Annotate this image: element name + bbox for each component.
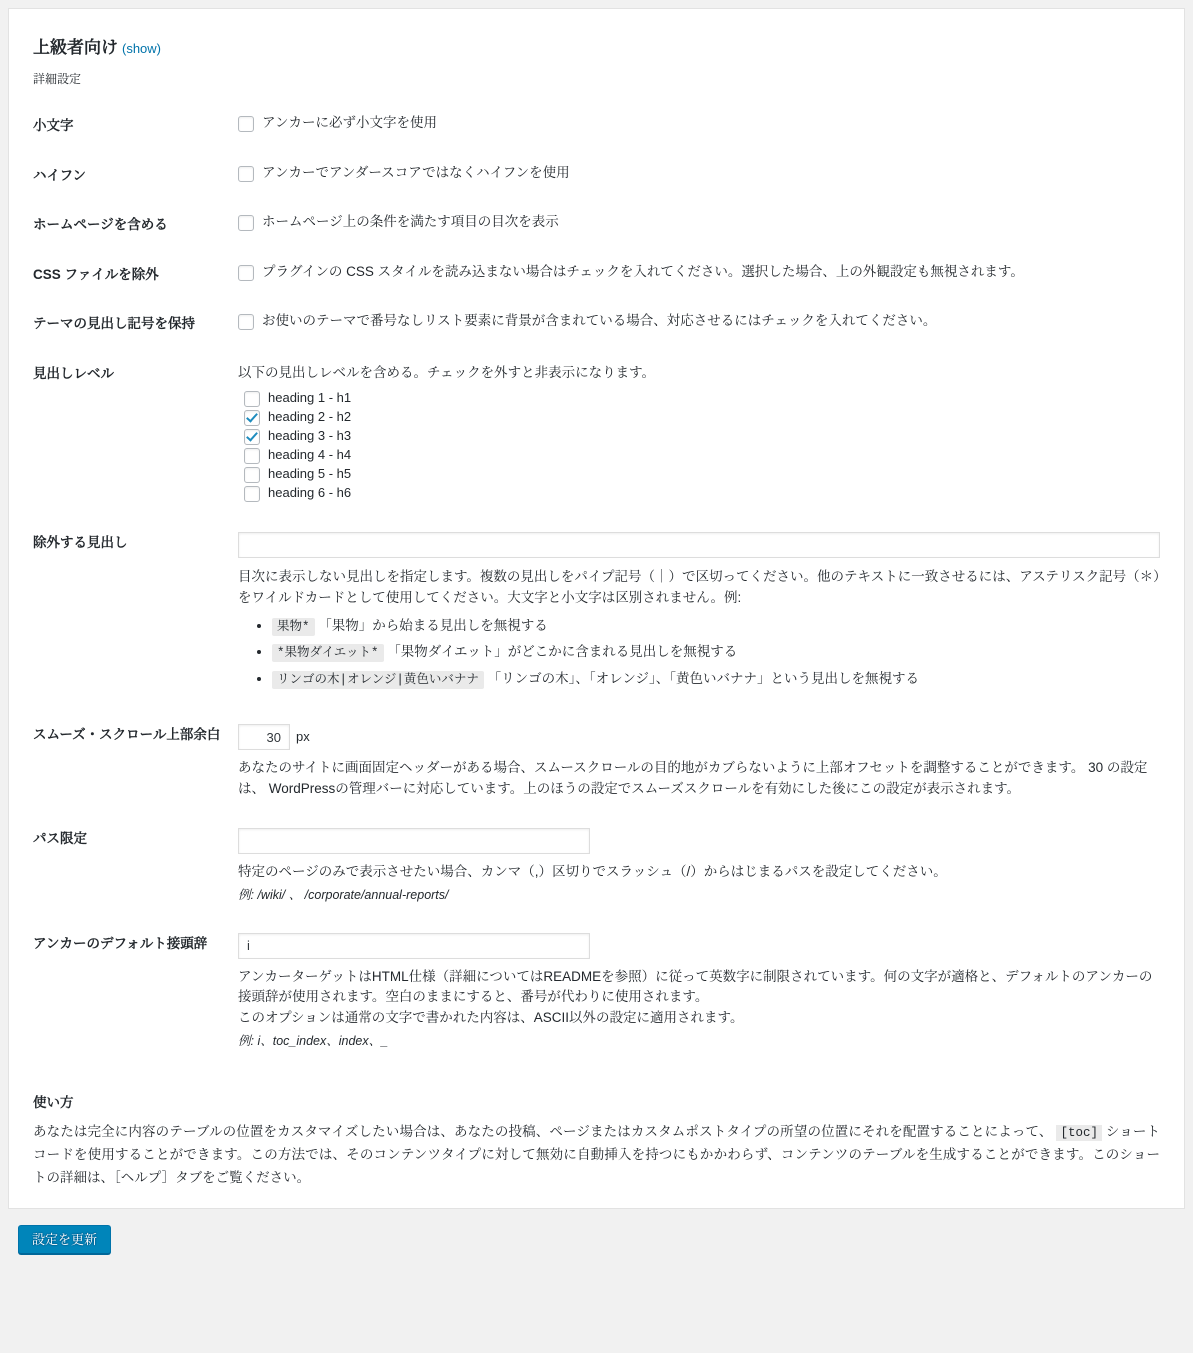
heading-level-h4-checkbox[interactable]	[244, 448, 260, 464]
label-hyphen: ハイフン	[33, 167, 87, 183]
exclude-css-checkbox-label: プラグインの CSS スタイルを読み込まない場合はチェックを入れてください。選択した場合、上の外観設定も無視されます。	[262, 263, 1024, 279]
smooth-scroll-offset-unit: px	[296, 729, 310, 745]
heading-levels-list	[238, 390, 1160, 502]
path-restriction-desc: 特定のページのみで表示させたい場合、カンマ（,）区切りでスラッシュ（/）からはじまるパスを設定してください。	[238, 863, 947, 879]
path-restriction-example: 例: /wiki/ 、 /corporate/annual-reports/	[238, 887, 449, 902]
label-lowercase: 小文字	[33, 118, 74, 133]
exclude-headings-desc: 目次に表示しない見出しを指定します。複数の見出しをパイプ記号（｜）で区切ってください。他のテキストに一致させるには、アステリスク記号（＊）をワイルドカードとして使用してください。大文字と小文字は区別されません。例:	[238, 568, 1160, 605]
include-homepage-checkbox[interactable]	[238, 215, 254, 231]
example-code-1: 果物*	[272, 618, 315, 636]
smooth-scroll-offset-input[interactable]	[238, 724, 290, 750]
heading-level-h4-label: heading 4 - h4	[268, 447, 352, 463]
heading-level-h1-row[interactable]	[244, 390, 1160, 407]
page-title: 上級者向け	[33, 38, 118, 57]
hyphen-checkbox[interactable]	[238, 166, 254, 182]
heading-level-h6-row[interactable]	[244, 485, 1160, 502]
heading-levels-desc: 以下の見出しレベルを含める。チェックを外すと非表示になります。	[238, 364, 656, 380]
submit-area	[0, 1209, 1193, 1276]
exclude-headings-input[interactable]	[238, 532, 1160, 558]
row-exclude-headings	[23, 518, 1170, 710]
section-header	[23, 25, 1170, 58]
anchor-prefix-desc-2: このオプションは通常の文字で書かれた内容は、ASCII以外の設定に適用されます。	[238, 1010, 744, 1026]
example-code-3: リンゴの木|オレンジ|黄色いバナナ	[272, 671, 484, 689]
hyphen-checkbox-row[interactable]	[238, 165, 1160, 182]
path-restriction-input[interactable]	[238, 828, 590, 854]
heading-level-h3-row[interactable]	[244, 428, 1160, 445]
example-code-2: *果物ダイエット*	[272, 644, 384, 662]
label-path-restriction: パス限定	[33, 830, 87, 846]
label-preserve-theme-bullets: テーマの見出し記号を保持	[33, 316, 195, 332]
smooth-scroll-offset-field	[238, 724, 1160, 750]
include-homepage-checkbox-row[interactable]	[238, 214, 1160, 231]
anchor-prefix-example: 例: i、toc_index、index、_	[238, 1034, 389, 1049]
heading-level-h3-checkbox[interactable]	[244, 429, 260, 445]
preserve-theme-bullets-checkbox-label: お使いのテーマで番号なしリスト要素に背景が含まれている場合、対応させるにはチェックを入れてください。	[262, 313, 937, 329]
anchor-prefix-desc-1: アンカーターゲットはHTML仕様（詳細についてはREADMEを参照）に従って英数字に制限されています。何の文字が適格と、デフォルトのアンカーの接頭辞が使用されます。空白のままにすると、番号が代わりに使用されます。	[238, 968, 1153, 1005]
label-heading-levels: 見出しレベル	[33, 365, 114, 381]
lowercase-checkbox-label: アンカーに必ず小文字を使用	[262, 115, 437, 130]
heading-level-h2-label: heading 2 - h2	[268, 409, 352, 425]
heading-level-h5-checkbox[interactable]	[244, 467, 260, 483]
heading-level-h6-label: heading 6 - h6	[268, 485, 352, 501]
row-path-restriction	[23, 814, 1170, 919]
list-item	[272, 617, 1160, 637]
heading-level-h5-row[interactable]	[244, 466, 1160, 483]
include-homepage-checkbox-label: ホームページ上の条件を満たす項目の目次を表示	[262, 214, 559, 230]
row-include-homepage	[23, 200, 1170, 250]
label-include-homepage: ホームページを含める	[33, 217, 168, 233]
list-item	[272, 670, 1160, 690]
heading-level-h3-label: heading 3 - h3	[268, 428, 352, 444]
label-exclude-css: CSS ファイルを除外	[33, 266, 159, 282]
usage-body	[33, 1121, 1160, 1190]
heading-level-h1-label: heading 1 - h1	[268, 390, 352, 406]
preserve-theme-bullets-checkbox-row[interactable]	[238, 313, 1160, 330]
smooth-scroll-offset-desc: あなたのサイトに画面固定ヘッダーがある場合、スムースクロールの目的地がカブらないように上部オフセットを調整することができます。 30 の設定は、 WordPressの管理バーに対応しています。上のほうの設定でスムーズスクロールを有効にした後にこの設定が表示されます。	[238, 760, 1148, 796]
example-text-1: 「果物」から始まる見出しを無視する	[318, 617, 548, 633]
label-exclude-headings: 除外する見出し	[33, 534, 128, 550]
hyphen-checkbox-label: アンカーでアンダースコアではなくハイフンを使用	[262, 164, 570, 180]
exclude-css-checkbox-row[interactable]	[238, 264, 1160, 281]
row-heading-levels	[23, 349, 1170, 518]
section-subtitle: 詳細設定	[33, 72, 82, 86]
usage-text-after: ショートコードを使用することができます。この方法では、そのコンテンツタイプに対して無効に自動挿入を持つにもかかわらず、コンテンツのテーブルを生成することができます。このショートの詳細は、［ヘルプ］タブをご覧ください。	[33, 1124, 1160, 1186]
list-item	[272, 643, 1160, 663]
lowercase-checkbox-row[interactable]	[238, 115, 1160, 132]
row-exclude-css	[23, 250, 1170, 300]
label-smooth-scroll-offset: スムーズ・スクロール上部余白	[33, 727, 221, 742]
heading-level-h6-checkbox[interactable]	[244, 486, 260, 502]
heading-level-h1-checkbox[interactable]	[244, 391, 260, 407]
heading-level-h5-label: heading 5 - h5	[268, 466, 352, 482]
show-toggle-link[interactable]: (show)	[122, 41, 162, 56]
anchor-prefix-input[interactable]	[238, 933, 590, 959]
usage-title: 使い方	[33, 1095, 74, 1111]
advanced-settings-table	[23, 101, 1170, 1065]
row-lowercase	[23, 101, 1170, 151]
exclude-css-checkbox[interactable]	[238, 265, 254, 281]
preserve-theme-bullets-checkbox[interactable]	[238, 314, 254, 330]
usage-shortcode: [toc]	[1056, 1125, 1102, 1141]
usage-text-before: あなたは完全に内容のテーブルの位置をカスタマイズしたい場合は、あなたの投稿、ページまたはカスタムポストタイプの所望の位置にそれを配置することによって、	[33, 1124, 1053, 1140]
row-hyphen	[23, 151, 1170, 201]
row-preserve-theme-bullets	[23, 299, 1170, 349]
heading-level-h2-row[interactable]	[244, 409, 1160, 426]
advanced-settings-panel	[8, 8, 1185, 1209]
row-anchor-prefix	[23, 919, 1170, 1066]
heading-level-h2-checkbox[interactable]	[244, 410, 260, 426]
label-anchor-prefix: アンカーのデフォルト接頭辞	[33, 935, 208, 951]
heading-level-h4-row[interactable]	[244, 447, 1160, 464]
example-text-3: 「リンゴの木」、「オレンジ」、「黄色いバナナ」という見出しを無視する	[487, 670, 919, 686]
lowercase-checkbox[interactable]	[238, 116, 254, 132]
example-text-2: 「果物ダイエット」がどこかに含まれる見出しを無視する	[387, 644, 738, 659]
exclude-headings-examples	[238, 617, 1160, 690]
save-button[interactable]: 設定を更新	[18, 1225, 111, 1254]
row-smooth-scroll-offset	[23, 710, 1170, 814]
